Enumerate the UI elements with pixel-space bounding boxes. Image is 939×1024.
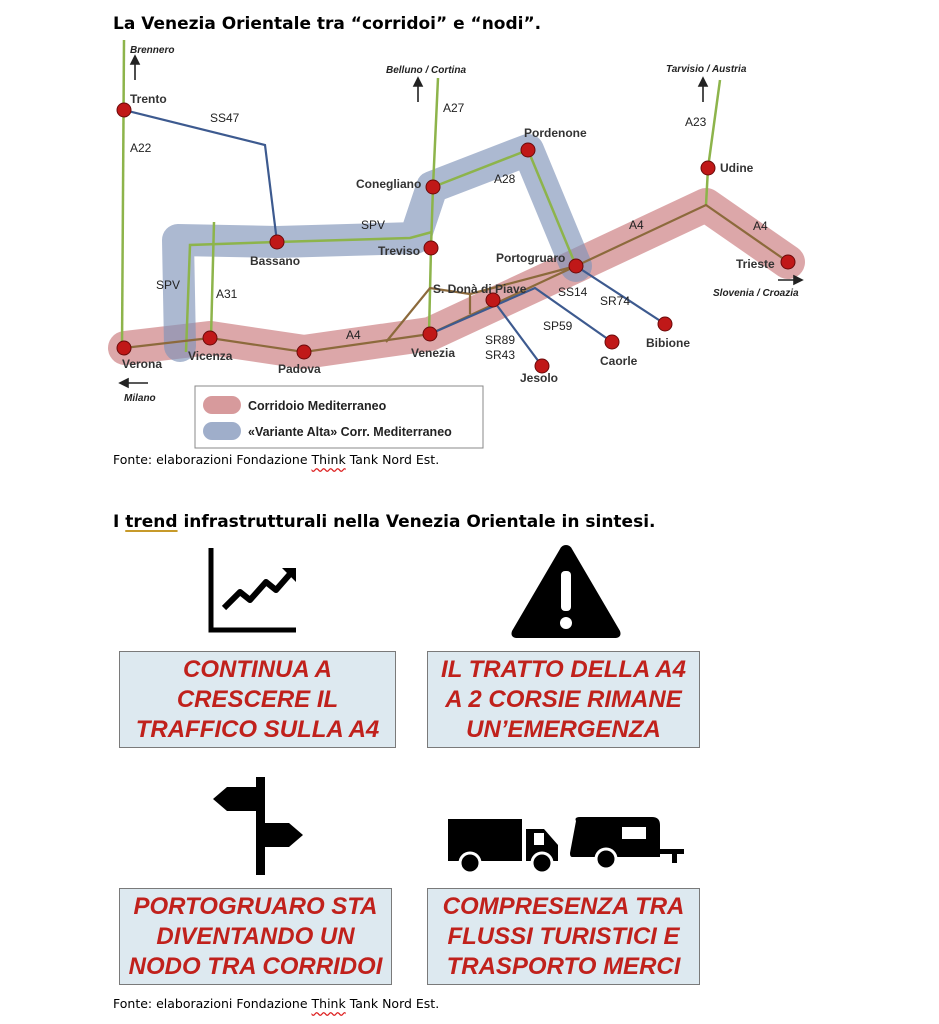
dest-brennero: Brennero <box>130 45 175 56</box>
trend-card-emergency <box>427 651 700 748</box>
rising-chart-icon <box>206 546 298 634</box>
label-treviso: Treviso <box>378 244 421 258</box>
road-label-a28: A28 <box>494 172 516 186</box>
road-label-sr74: SR74 <box>600 294 631 308</box>
node-caorle <box>605 335 619 349</box>
road-label-sp59: SP59 <box>543 319 573 333</box>
node-trento <box>117 103 131 117</box>
road-label-a23: A23 <box>685 115 707 129</box>
node-trieste <box>781 255 795 269</box>
trend-card-emergency-text: IL TRATTO DELLA A4 A 2 CORSIE RIMANE UN’EMERGENZA <box>441 655 686 743</box>
map-legend <box>195 386 483 448</box>
road-label-ss14: SS14 <box>558 285 588 299</box>
label-udine: Udine <box>720 161 754 175</box>
label-venezia: Venezia <box>411 346 456 360</box>
corridor-map <box>0 0 939 470</box>
label-portogruaro: Portogruaro <box>496 251 566 265</box>
node-padova <box>297 345 311 359</box>
label-caorle: Caorle <box>600 354 638 368</box>
trend-card-flows <box>427 888 700 985</box>
label-vicenza: Vicenza <box>188 349 233 363</box>
road-label-a4-west: A4 <box>346 328 361 342</box>
dest-milano: Milano <box>124 393 156 404</box>
road-label-a22: A22 <box>130 141 152 155</box>
node-bibione <box>658 317 672 331</box>
warning-icon <box>508 541 624 641</box>
label-bibione: Bibione <box>646 336 690 350</box>
label-trento: Trento <box>130 92 167 106</box>
label-pordenone: Pordenone <box>524 126 587 140</box>
map-title: La Venezia Orientale tra “corridoi” e “nodi”. <box>113 14 542 34</box>
node-udine <box>701 161 715 175</box>
road-label-a31: A31 <box>216 287 238 301</box>
label-verona: Verona <box>122 357 163 371</box>
trends-source-note: Fonte: elaborazioni Fondazione Think Tank Nord Est. <box>113 996 440 1011</box>
road-label-a27: A27 <box>443 101 465 115</box>
label-trieste: Trieste <box>736 257 775 271</box>
trends-title: I trend infrastrutturali nella Venezia Orientale in sintesi. <box>113 512 656 532</box>
label-sdona: S. Donà di Piave <box>433 282 527 296</box>
legend-mediterraneo: Corridoio Mediterraneo <box>248 399 387 413</box>
label-bassano: Bassano <box>250 254 301 268</box>
node-bassano <box>270 235 284 249</box>
road-label-ss47: SS47 <box>210 111 240 125</box>
label-jesolo: Jesolo <box>520 371 559 385</box>
node-pordenone <box>521 143 535 157</box>
trend-card-portogruaro <box>119 888 392 985</box>
trend-card-portogruaro-text: PORTOGRUARO STA DIVENTANDO UN NODO TRA CORRIDOI <box>128 892 383 980</box>
road-label-a4-east: A4 <box>753 219 768 233</box>
road-label-spv-top: SPV <box>361 218 386 232</box>
dest-belluno: Belluno / Cortina <box>386 65 466 76</box>
node-verona <box>117 341 131 355</box>
node-vicenza <box>203 331 217 345</box>
dest-tarvisio: Tarvisio / Austria <box>666 64 747 75</box>
legend-variante: «Variante Alta» Corr. Mediterraneo <box>248 425 452 439</box>
road-a22 <box>122 40 124 348</box>
signpost-icon <box>213 777 305 875</box>
node-portogruaro <box>569 259 583 273</box>
truck-caravan-icon <box>446 815 686 879</box>
road-a23 <box>706 80 720 205</box>
label-padova: Padova <box>278 362 321 376</box>
map-source-note: Fonte: elaborazioni Fondazione Think Tank Nord Est. <box>113 452 440 467</box>
road-label-spv-left: SPV <box>156 278 181 292</box>
label-conegliano: Conegliano <box>356 177 422 191</box>
road-label-sr43: SR43 <box>485 348 516 362</box>
trend-card-flows-text: COMPRESENZA TRA FLUSSI TURISTICI E TRASPORTO MERCI <box>442 892 685 980</box>
node-treviso <box>424 241 438 255</box>
road-label-sr89: SR89 <box>485 333 516 347</box>
trend-card-traffic <box>119 651 396 748</box>
dest-slovenia: Slovenia / Croazia <box>713 288 799 299</box>
road-label-a4-mid: A4 <box>629 218 644 232</box>
node-venezia <box>423 327 437 341</box>
node-conegliano <box>426 180 440 194</box>
trend-card-traffic-text: CONTINUA A CRESCERE IL TRAFFICO SULLA A4 <box>135 655 380 743</box>
road-ss47 <box>124 110 277 242</box>
